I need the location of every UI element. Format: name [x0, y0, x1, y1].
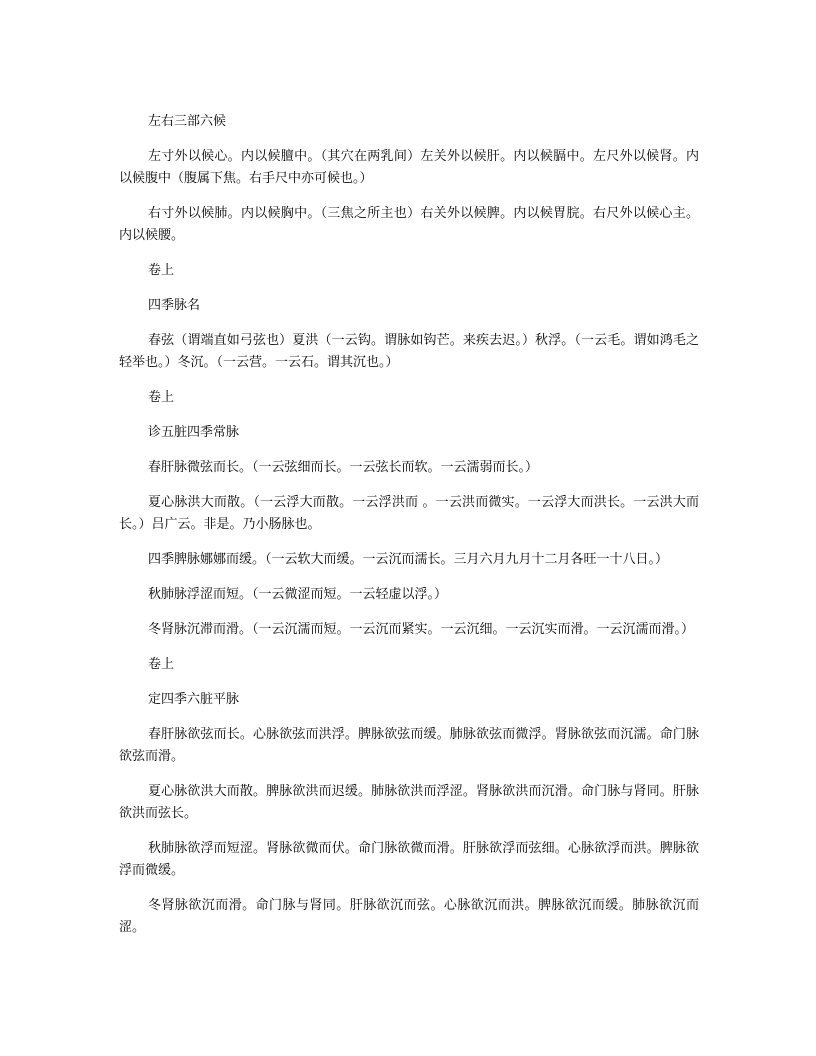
body-paragraph: 秋肺脉浮涩而短。（一云微涩而短。一云轻虚以浮。） [148, 587, 448, 602]
body-paragraph: 冬肾脉欲沉而滑。命门脉与肾同。肝脉欲沉而弦。心脉欲沉而洪。脾脉欲沉而缓。肺脉欲沉而涩。 [119, 898, 699, 935]
section-heading: 左右三部六候 [148, 114, 227, 129]
document-body [119, 111, 699, 952]
body-paragraph: 冬肾脉沉滞而滑。（一云沉濡而短。一云沉而紧实。一云沉细。一云沉实而滑。一云沉濡而滑。） [148, 622, 695, 637]
body-paragraph: 夏心脉洪大而散。（一云浮大而散。一云浮洪而 。一云洪而微实。一云浮大而洪长。一云洪大而长。）吕广云。非是。乃小肠脉也。 [119, 495, 699, 532]
body-paragraph: 秋肺脉欲浮而短涩。肾脉欲微而伏。命门脉欲微而滑。肝脉欲浮而弦细。心脉欲浮而洪。脾脉欲浮而微缓。 [119, 841, 699, 878]
body-paragraph: 夏心脉欲洪大而散。脾脉欲洪而迟缓。肺脉欲洪而浮涩。肾脉欲洪而沉滑。命门脉与肾同。肝脉欲洪而弦长。 [119, 784, 699, 821]
body-paragraph: 四季脾脉娜娜而缓。（一云软大而缓。一云沉而濡长。三月六月九月十二月各旺一十八日。） [148, 552, 669, 567]
section-heading: 四季脉名 [148, 298, 201, 313]
volume-label: 卷上 [148, 263, 175, 278]
volume-label: 卷上 [148, 657, 175, 672]
section-heading: 诊五脏四季常脉 [148, 425, 240, 440]
body-paragraph: 右寸外以候肺。内以候胸中。（三焦之所主也）右关外以候脾。内以候胃脘。右尺外以候心主。内以候腰。 [119, 206, 699, 243]
section-heading: 定四季六脏平脉 [148, 692, 240, 707]
body-paragraph: 春肝脉欲弦而长。心脉欲弦而洪浮。脾脉欲弦而缓。肺脉欲弦而微浮。肾脉欲弦而沉濡。命门脉欲弦而滑。 [119, 727, 699, 764]
volume-label: 卷上 [148, 390, 175, 405]
body-paragraph: 春肝脉微弦而长。（一云弦细而长。一云弦长而软。一云濡弱而长。） [148, 460, 539, 475]
body-paragraph: 春弦（谓端直如弓弦也）夏洪（一云钩。谓脉如钩芒。来疾去迟。）秋浮。（一云毛。谓如鸿毛之轻举也。）冬沉。（一云营。一云石。谓其沉也。） [119, 333, 699, 370]
body-paragraph: 左寸外以候心。内以候膻中。（其穴在两乳间）左关外以候肝。内以候膈中。左尺外以候肾。内以候腹中（腹属下焦。右手尺中亦可候也。） [119, 149, 699, 186]
